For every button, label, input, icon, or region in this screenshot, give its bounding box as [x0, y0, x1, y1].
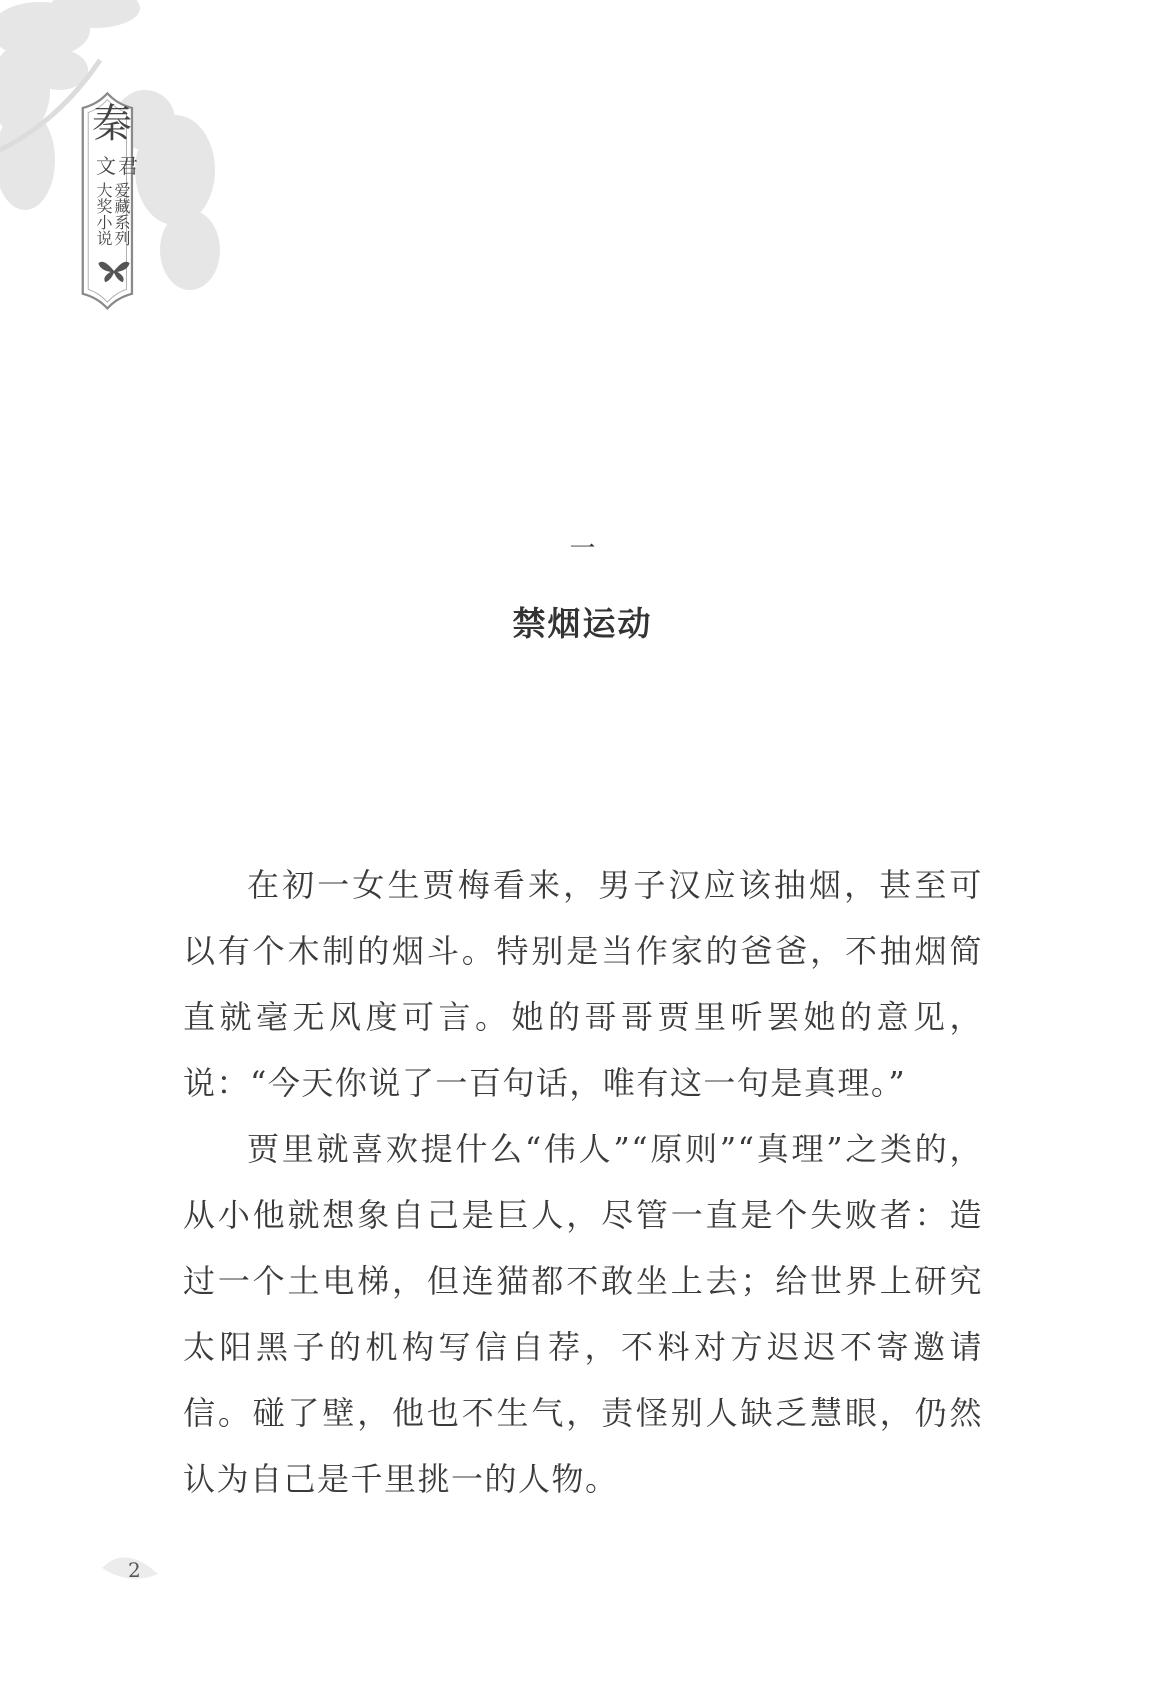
- paragraph-1: 在初一女生贾梅看来，男子汉应该抽烟，甚至可以有个木制的烟斗。特别是当作家的爸爸，不抽烟简直就毫无风度可言。她的哥哥贾里听罢她的意见，说：“今天你说了一百句话，唯有这一句是真理。”: [183, 866, 983, 1102]
- author-name-large: 秦: [92, 101, 132, 147]
- series-label-col1: 爱藏系列: [112, 182, 131, 246]
- chapter-number: 一: [569, 534, 596, 564]
- butterfly-icon: [96, 258, 132, 284]
- page-number: 2: [128, 1558, 141, 1582]
- series-label-col2: 大奖小说: [94, 182, 113, 246]
- body-text: [183, 852, 983, 1512]
- paragraph-2: 贾里就喜欢提什么“伟人”“原则”“真理”之类的，从小他就想象自己是巨人，尽管一直是个失败者：造过一个土电梯，但连猫都不敢坐上去；给世界上研究太阳黑子的机构写信自荐，不料对方迟迟不寄邀请信。碰了壁，他也不生气，责怪别人缺乏慧眼，仍然认为自己是千里挑一的人物。: [183, 1130, 983, 1498]
- chapter-title: 禁烟运动: [512, 604, 653, 643]
- author-name-rest: 文君: [96, 154, 140, 178]
